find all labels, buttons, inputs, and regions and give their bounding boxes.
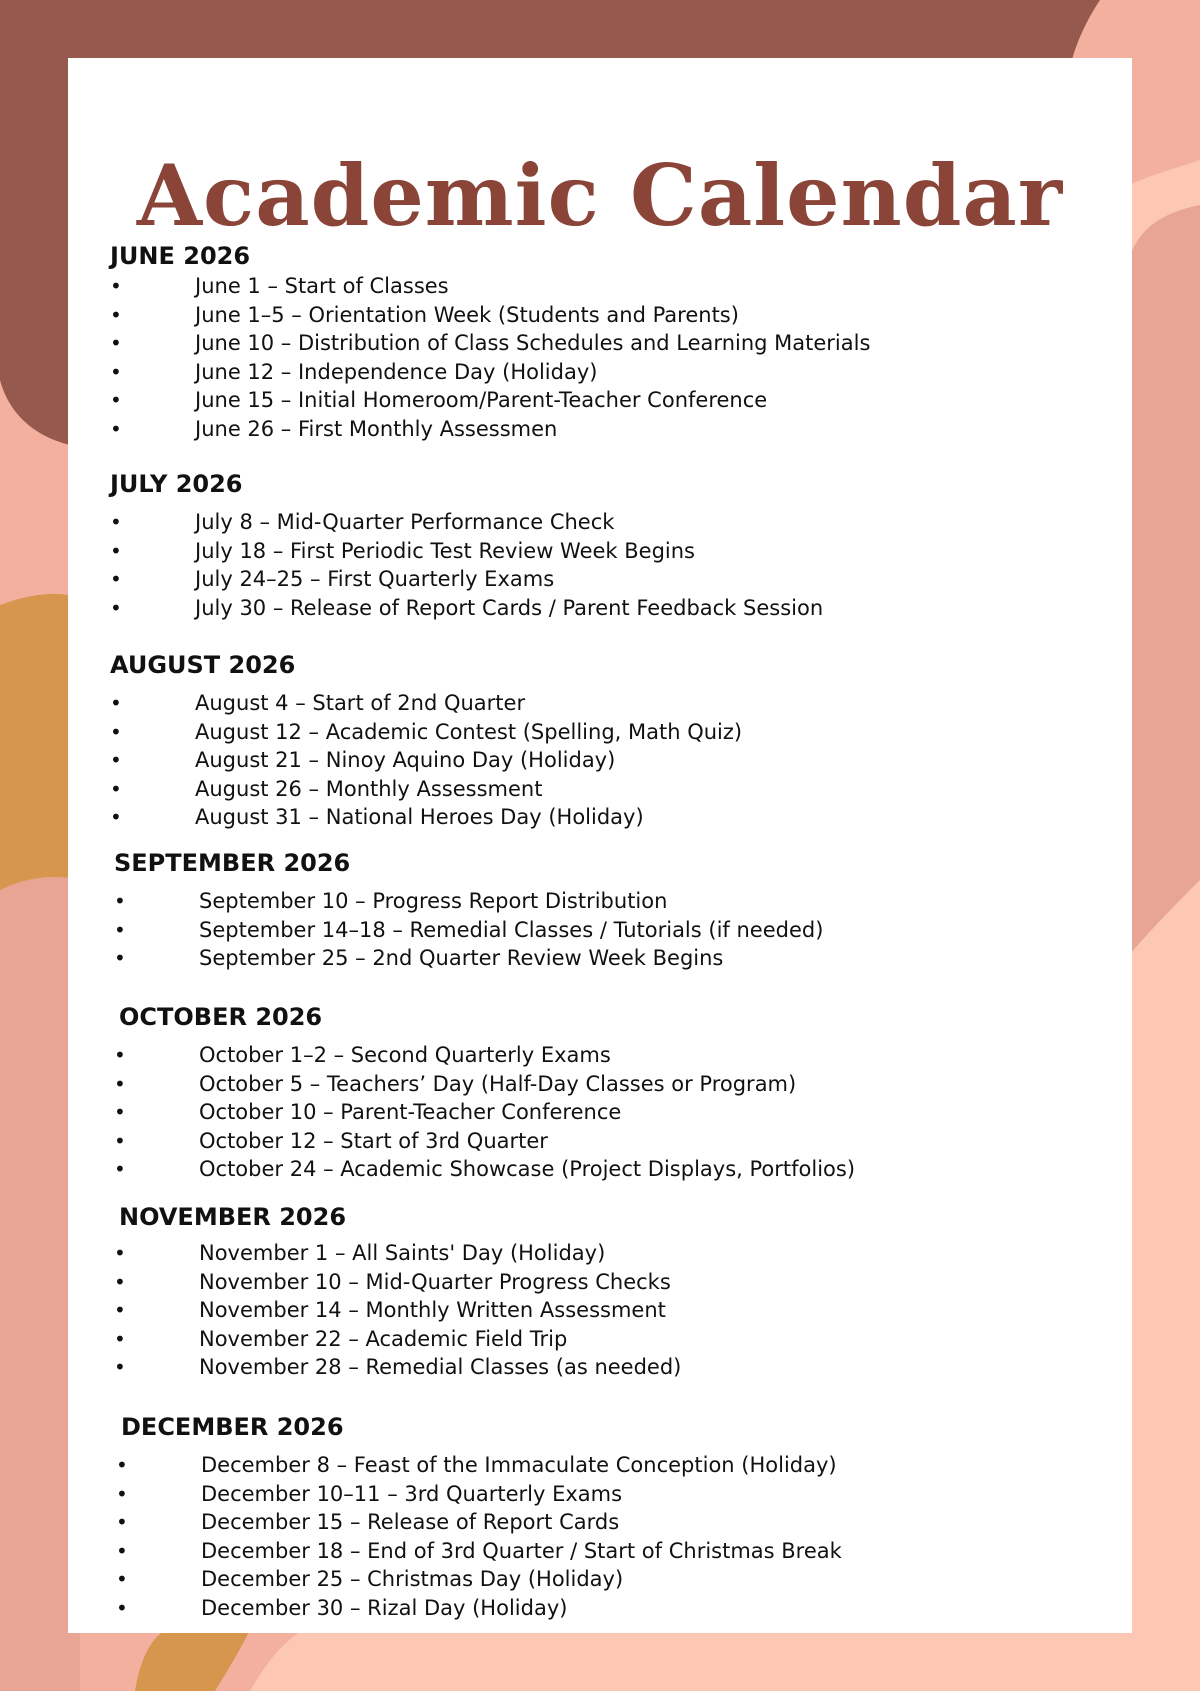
bullet: • [116, 1595, 128, 1620]
bullet: • [110, 567, 122, 591]
event-list [114, 1239, 682, 1382]
event-text: June 12 – Independence Day (Holiday) [195, 359, 598, 384]
event-text: August 26 – Monthly Assessment [195, 776, 543, 801]
event-text: November 14 – Monthly Written Assessment [199, 1298, 666, 1322]
event-text: December 25 – Christmas Day (Holiday) [201, 1567, 624, 1591]
event-text: August 4 – Start of 2nd Quarter [195, 691, 526, 715]
bullet: • [110, 719, 122, 744]
event-text: November 1 – All Saints' Day (Holiday) [199, 1241, 606, 1265]
bullet: • [110, 691, 122, 715]
event-item [110, 746, 616, 775]
event-list [110, 272, 871, 443]
event-text: August 21 – Ninoy Aquino Day (Holiday) [195, 748, 616, 772]
bullet: • [110, 274, 122, 298]
event-list [110, 508, 824, 622]
event-text: November 10 – Mid-Quarter Progress Checks [199, 1269, 671, 1294]
event-item [114, 916, 824, 945]
bullet: • [110, 538, 122, 563]
bullet: • [116, 1538, 128, 1563]
event-text: July 18 – First Periodic Test Review Week Begins [195, 538, 696, 563]
bullet: • [114, 1241, 126, 1265]
event-item [114, 1353, 682, 1382]
event-text: December 10–11 – 3rd Quarterly Exams [201, 1481, 623, 1506]
bullet: • [116, 1453, 128, 1477]
event-item [110, 594, 824, 623]
event-list [114, 887, 824, 973]
bullet: • [110, 805, 122, 829]
event-text: September 10 – Progress Report Distribution [199, 889, 668, 913]
bullet: • [114, 1043, 126, 1067]
bullet: • [114, 889, 126, 913]
event-item [114, 944, 724, 973]
month-heading: NOVEMBER 2026 [119, 1203, 347, 1231]
event-text: December 30 – Rizal Day (Holiday) [201, 1595, 568, 1620]
month-section-october [114, 1001, 856, 1184]
bullet: • [114, 1326, 126, 1351]
background-shape-bottom-light [250, 1632, 1120, 1691]
month-heading: JULY 2026 [110, 470, 243, 498]
month-section-june [110, 240, 871, 443]
event-item [110, 329, 871, 358]
event-text: August 31 – National Heroes Day (Holiday) [195, 805, 644, 829]
event-item [110, 803, 644, 832]
month-heading: AUGUST 2026 [110, 651, 296, 679]
event-text: October 5 – Teachers’ Day (Half-Day Classes or Program) [199, 1071, 797, 1096]
event-text: June 26 – First Monthly Assessmen [195, 416, 558, 441]
event-text: June 1 – Start of Classes [195, 274, 449, 298]
event-item [114, 1070, 797, 1099]
event-text: October 1–2 – Second Quarterly Exams [199, 1043, 611, 1067]
month-heading: JUNE 2026 [110, 242, 251, 270]
bullet: • [116, 1481, 128, 1506]
event-item [110, 537, 696, 566]
event-item [116, 1451, 837, 1480]
event-item [110, 718, 743, 747]
month-heading: DECEMBER 2026 [121, 1413, 344, 1441]
event-text: August 12 – Academic Contest (Spelling, Math Quiz) [195, 719, 743, 744]
bullet: • [110, 595, 122, 620]
month-section-december [116, 1411, 842, 1622]
event-item [114, 1239, 606, 1268]
event-text: July 24–25 – First Quarterly Exams [195, 567, 555, 591]
bullet: • [116, 1510, 128, 1534]
event-item [114, 887, 668, 916]
event-item [110, 415, 558, 444]
month-section-august [110, 649, 743, 832]
event-item [114, 1098, 622, 1127]
event-text: July 8 – Mid-Quarter Performance Check [195, 510, 615, 534]
event-item [110, 689, 526, 718]
bullet: • [110, 359, 122, 384]
bullet: • [110, 302, 122, 327]
event-list [110, 689, 743, 832]
event-item [110, 301, 739, 330]
bullet: • [114, 1157, 126, 1181]
event-text: December 8 – Feast of the Immaculate Conception (Holiday) [201, 1453, 837, 1477]
month-heading: SEPTEMBER 2026 [114, 849, 351, 877]
event-text: October 24 – Academic Showcase (Project Displays, Portfolios) [199, 1157, 856, 1181]
event-item [114, 1296, 666, 1325]
bullet: • [114, 1100, 126, 1124]
event-item [110, 358, 598, 387]
event-text: December 18 – End of 3rd Quarter / Start of Christmas Break [201, 1538, 842, 1563]
bullet: • [114, 1269, 126, 1294]
page-title: Academic Calendar [136, 146, 1064, 246]
event-text: July 30 – Release of Report Cards / Parent Feedback Session [195, 595, 824, 620]
event-item [114, 1325, 568, 1354]
month-section-july [110, 468, 824, 622]
event-item [114, 1155, 856, 1184]
event-item [110, 775, 543, 804]
event-item [116, 1480, 623, 1509]
bullet: • [110, 388, 122, 412]
event-list [114, 1041, 856, 1184]
bullet: • [114, 1128, 126, 1153]
bullet: • [110, 416, 122, 441]
event-item [110, 508, 615, 537]
bullet: • [114, 1071, 126, 1096]
event-item [110, 386, 768, 415]
bullet: • [116, 1567, 128, 1591]
bullet: • [114, 1355, 126, 1379]
event-text: June 1–5 – Orientation Week (Students and Parents) [195, 302, 739, 327]
bullet: • [110, 331, 122, 355]
bullet: • [114, 946, 126, 970]
event-text: December 15 – Release of Report Cards [201, 1510, 620, 1534]
event-text: September 25 – 2nd Quarter Review Week Begins [199, 946, 724, 970]
bullet: • [110, 510, 122, 534]
bullet: • [110, 748, 122, 772]
bullet: • [114, 917, 126, 942]
event-item [116, 1537, 842, 1566]
event-text: November 28 – Remedial Classes (as needed) [199, 1355, 682, 1379]
bullet: • [114, 1298, 126, 1322]
event-item [114, 1127, 548, 1156]
event-text: June 10 – Distribution of Class Schedules and Learning Materials [195, 331, 871, 355]
event-text: November 22 – Academic Field Trip [199, 1326, 568, 1351]
event-item [116, 1565, 624, 1594]
event-item [114, 1268, 671, 1297]
background-shape-right-pink [1125, 205, 1200, 960]
month-section-november [114, 1201, 682, 1382]
event-list [116, 1451, 842, 1622]
event-text: October 10 – Parent-Teacher Conference [199, 1100, 622, 1124]
month-section-september [114, 847, 824, 973]
event-item [116, 1594, 568, 1623]
event-text: June 15 – Initial Homeroom/Parent-Teacher Conference [195, 388, 768, 412]
event-item [110, 565, 555, 594]
event-item [110, 272, 449, 301]
event-text: September 14–18 – Remedial Classes / Tutorials (if needed) [199, 917, 824, 942]
event-item [116, 1508, 620, 1537]
event-item [114, 1041, 611, 1070]
bullet: • [110, 776, 122, 801]
event-text: October 12 – Start of 3rd Quarter [199, 1128, 548, 1153]
month-heading: OCTOBER 2026 [119, 1003, 323, 1031]
